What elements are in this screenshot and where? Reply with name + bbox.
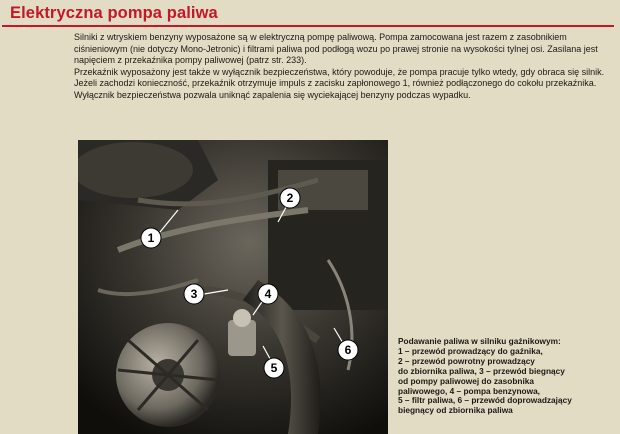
photo-caption <box>398 337 612 416</box>
marker-2 <box>280 188 300 208</box>
marker-2-label: 2 <box>286 191 294 205</box>
engine-photo <box>78 140 388 434</box>
caption-line: 5 – filtr paliwa, 6 – przewód doprowadzający <box>398 395 572 406</box>
marker-5 <box>264 358 284 378</box>
caption-line: 1 – przewód prowadzący do gaźnika, <box>398 345 543 356</box>
marker-1-label: 1 <box>147 231 155 245</box>
caption-line: paliwowego, 4 – pompa benzynowa, <box>398 385 540 396</box>
caption-line: od pompy paliwowej do zasobnika <box>398 375 534 386</box>
page-title: Elektryczna pompa paliwa <box>10 4 218 22</box>
caption-line: biegnący od zbiornika paliwa <box>398 405 513 416</box>
marker-6-label: 6 <box>344 343 352 357</box>
marker-1 <box>141 228 161 248</box>
marker-4-label: 4 <box>264 287 272 301</box>
paragraph-2: Przekaźnik wyposażony jest także w wyłącznik bezpieczeństwa, który powoduje, że pompa pracuje tylko wtedy, gdy obraca się silnik. Jeżeli zachodzi konieczność, przekaźnik otrzymuje impuls z zacisku zapłonowego 1, również podłączonego do cokołu przekaźnika. Wyłącznik bezpieczeństwa pozwala uniknąć zapalenia się wyciekającej benzyny podczas wypadku. <box>74 66 605 100</box>
caption-line: 2 – przewód powrotny prowadzący <box>398 355 535 366</box>
marker-5-label: 5 <box>270 361 278 375</box>
caption-title: Podawanie paliwa w silniku gaźnikowym: <box>398 336 561 346</box>
body-text <box>74 32 614 101</box>
caption-line: do zbiornika paliwa, 3 – przewód biegnący <box>398 365 565 376</box>
marker-6 <box>338 340 358 360</box>
paragraph-1: Silniki z wtryskiem benzyny wyposażone są w elektryczną pompę paliwową. Pompa zamocowana jest razem z zasobnikiem ciśnieniowym (nie dotyczy Mono-Jetronic) i filtrami paliwa pod podłogą wozu po prawej stronie na wysokości tylnej osi. Zasilana jest napięciem z przekaźnika pompy paliwowej (patrz str. 233). <box>74 32 598 65</box>
air-filter-shape <box>78 142 193 198</box>
fuel-pump-cap-shape <box>233 309 251 327</box>
marker-3-label: 3 <box>190 287 198 301</box>
marker-3 <box>184 284 204 304</box>
title-rule <box>2 25 614 27</box>
marker-4 <box>258 284 278 304</box>
